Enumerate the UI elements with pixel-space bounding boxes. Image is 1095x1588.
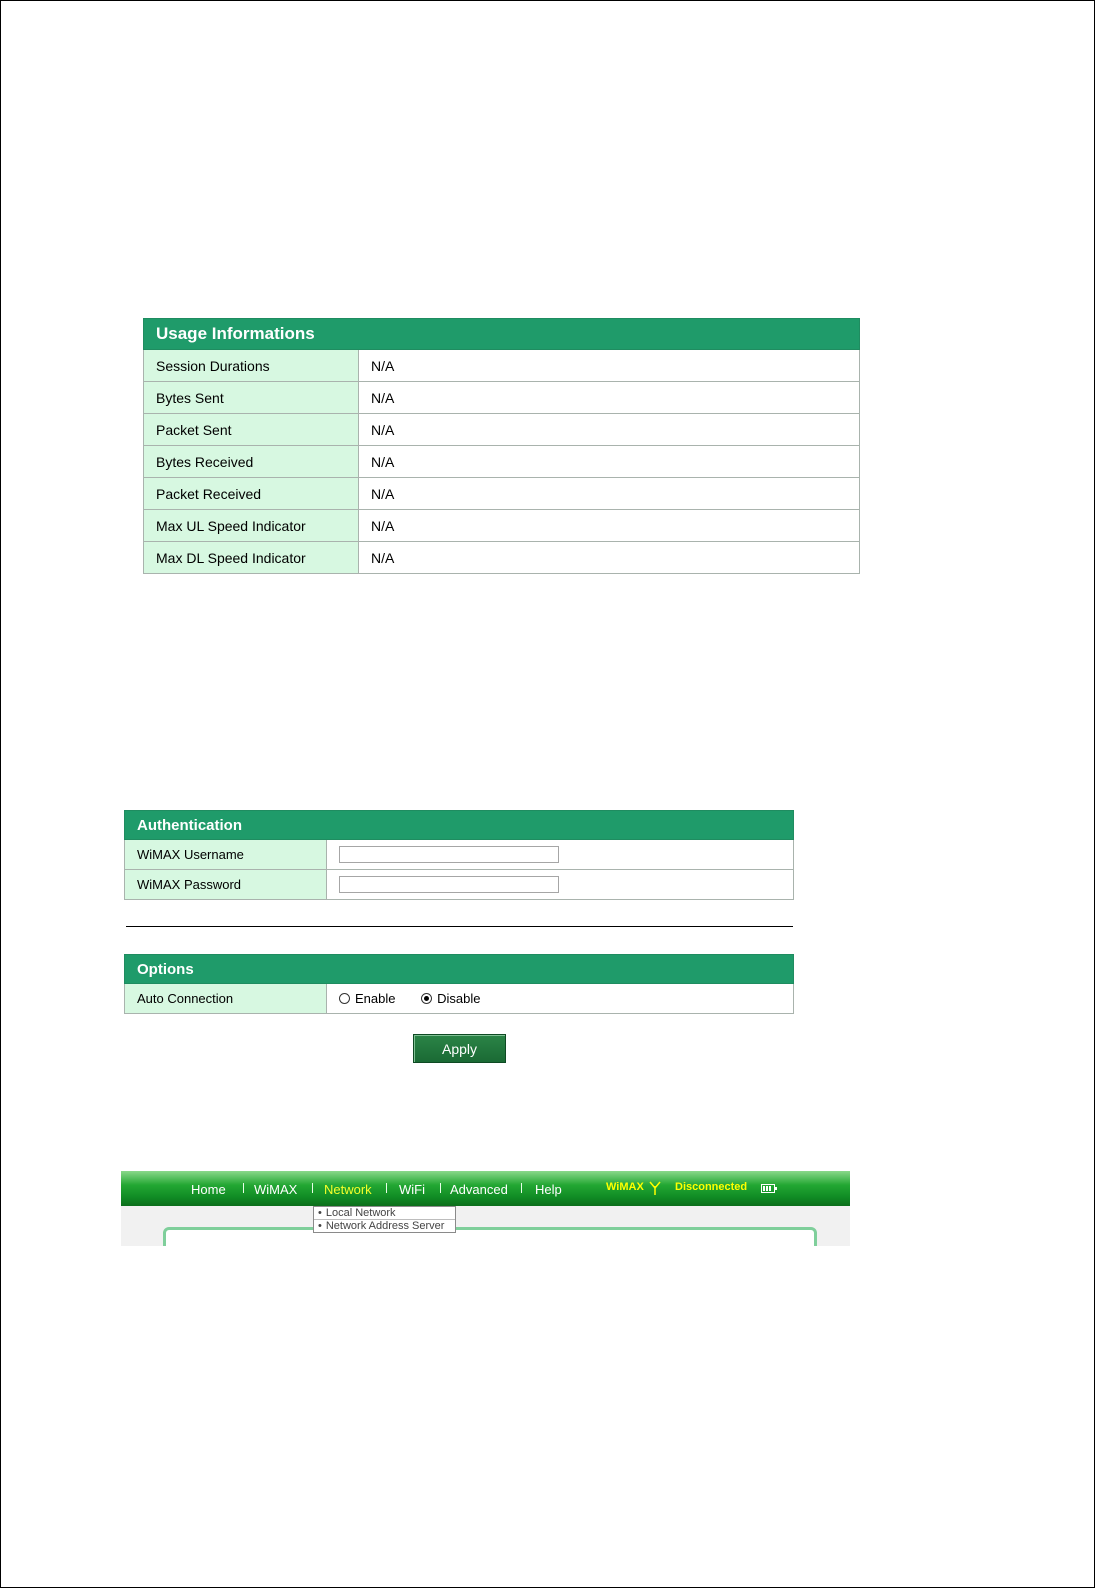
nav-item-home[interactable]: Home [191,1182,226,1197]
password-input[interactable] [339,876,559,893]
row-label: Max UL Speed Indicator [144,510,359,542]
options-table [124,954,794,1014]
table-row [144,350,860,382]
antenna-icon [649,1181,661,1195]
network-dropdown-menu [313,1206,456,1233]
nav-item-network[interactable]: Network [324,1182,372,1197]
password-label: WiMAX Password [125,870,327,900]
nav-item-wifi[interactable]: WiFi [399,1182,425,1197]
row-label: Packet Received [144,478,359,510]
divider [126,926,793,927]
nav-screenshot [121,1166,850,1246]
dropdown-item-network-address-server[interactable]: • Network Address Server [314,1219,455,1232]
row-label: Max DL Speed Indicator [144,542,359,574]
battery-icon [761,1184,775,1193]
wimax-status-label: WiMAX [606,1181,644,1193]
top-nav-bar [121,1171,850,1206]
bullet-icon: • [318,1207,322,1219]
options-title: Options [125,955,794,984]
row-value: N/A [359,414,860,446]
content-frame [163,1227,817,1246]
row-label: Bytes Received [144,446,359,478]
bullet-icon: • [318,1220,322,1232]
nav-separator [440,1183,441,1193]
radio-checked-icon[interactable] [421,993,432,1004]
nav-item-help[interactable]: Help [535,1182,562,1197]
row-value: N/A [359,542,860,574]
authentication-table [124,810,794,900]
auto-connection-label: Auto Connection [125,984,327,1014]
table-row [144,382,860,414]
usage-table-title: Usage Informations [144,319,860,350]
nav-item-advanced[interactable]: Advanced [450,1182,508,1197]
row-value: N/A [359,350,860,382]
table-row [125,840,794,870]
username-input[interactable] [339,846,559,863]
nav-separator [243,1183,244,1193]
usage-informations-table [143,318,860,574]
row-value: N/A [359,382,860,414]
table-row [144,542,860,574]
table-row [125,984,794,1014]
username-label: WiMAX Username [125,840,327,870]
enable-label: Enable [355,990,396,1006]
apply-button[interactable]: Apply [413,1034,506,1063]
table-row [144,446,860,478]
connection-status: Disconnected [675,1181,748,1193]
row-value: N/A [359,510,860,542]
disable-radio[interactable] [421,991,480,1006]
table-row [144,478,860,510]
dropdown-item-local-network[interactable]: • Local Network [318,1207,396,1219]
table-row [125,870,794,900]
table-row [144,510,860,542]
row-label: Session Durations [144,350,359,382]
nav-separator [386,1183,387,1193]
row-value: N/A [359,446,860,478]
row-label: Bytes Sent [144,382,359,414]
nav-separator [521,1183,522,1193]
radio-unchecked-icon[interactable] [339,993,350,1004]
disable-label: Disable [437,990,481,1006]
nav-separator [312,1183,313,1193]
row-label: Packet Sent [144,414,359,446]
table-row [144,414,860,446]
authentication-title: Authentication [125,811,794,840]
nav-item-wimax[interactable]: WiMAX [254,1182,298,1197]
row-value: N/A [359,478,860,510]
enable-radio[interactable] [339,991,395,1006]
